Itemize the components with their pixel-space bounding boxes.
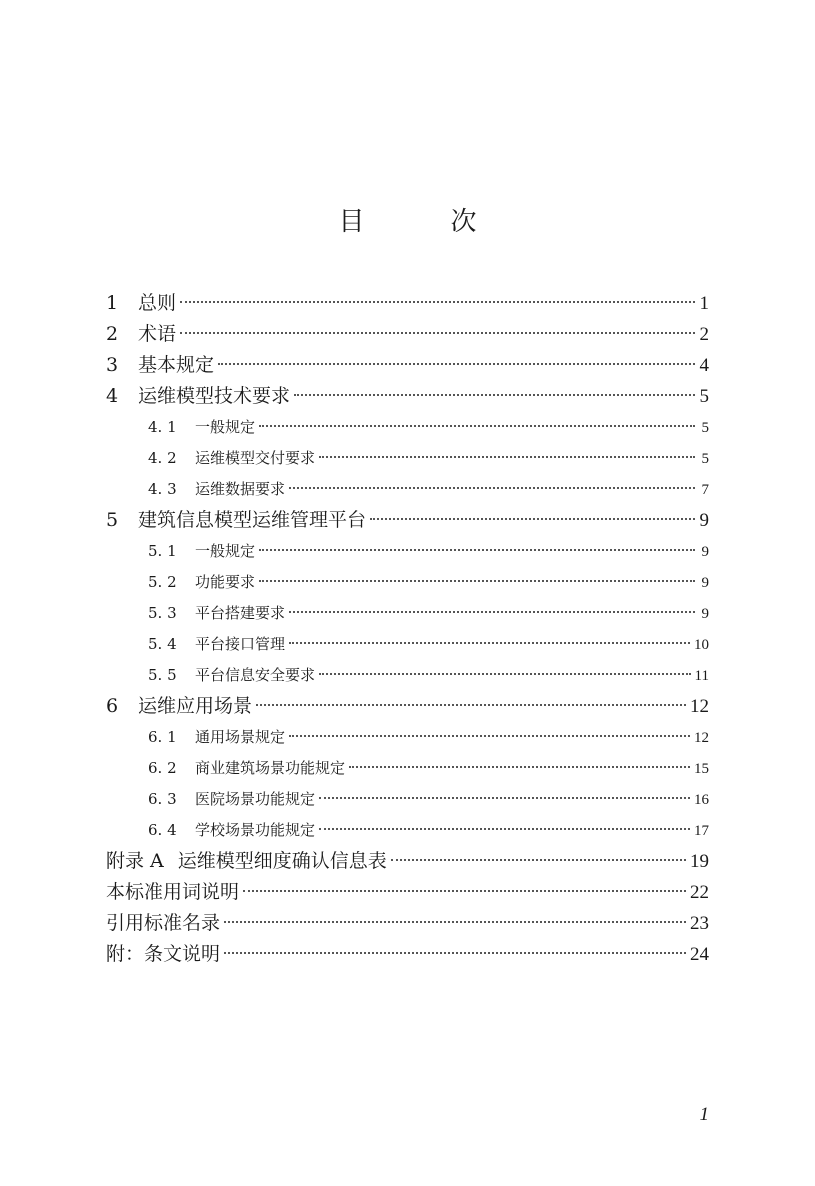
toc-entry-page: 19 — [690, 851, 709, 872]
leader-dots — [243, 890, 686, 892]
toc-entry-page: 5 — [701, 420, 709, 436]
leader-dots — [391, 859, 686, 861]
toc-entry-6-1[interactable] — [106, 722, 709, 753]
toc-entry-page: 12 — [694, 730, 709, 746]
toc-entry-3[interactable] — [106, 350, 709, 381]
toc-entry-label: 功能要求 — [195, 573, 256, 591]
toc-entry-page: 17 — [694, 823, 709, 839]
toc-entry-label: 运维数据要求 — [195, 480, 286, 498]
toc-entry-number: 6. 3 — [148, 790, 177, 808]
leader-dots — [294, 394, 695, 396]
toc-entry-6[interactable] — [106, 691, 709, 722]
toc-entry-wording-explanation[interactable] — [106, 877, 709, 908]
toc-entry-clause-notes[interactable] — [106, 939, 709, 970]
toc-entry-number: 4. 1 — [148, 418, 177, 436]
leader-dots — [259, 580, 695, 582]
leader-dots — [256, 704, 686, 706]
toc-entry-label: 引用标准名录 — [106, 912, 221, 934]
leader-dots — [224, 921, 686, 923]
leader-dots — [289, 642, 690, 644]
toc-entry-page: 11 — [694, 668, 709, 684]
toc-entry-1[interactable] — [106, 288, 709, 319]
toc-entry-number: 6 — [106, 695, 119, 717]
table-of-contents — [106, 288, 709, 970]
toc-entry-number: 3 — [106, 354, 119, 376]
toc-entry-label: 医院场景功能规定 — [195, 790, 316, 808]
leader-dots — [259, 549, 695, 551]
toc-entry-label: 商业建筑场景功能规定 — [195, 759, 346, 777]
leader-dots — [349, 766, 690, 768]
toc-entry-number: 5. 2 — [148, 573, 177, 591]
toc-entry-label: 通用场景规定 — [195, 728, 286, 746]
toc-entry-4-1[interactable] — [106, 412, 709, 443]
toc-entry-page: 4 — [699, 355, 709, 376]
toc-entry-6-2[interactable] — [106, 753, 709, 784]
toc-entry-number: 5. 5 — [148, 666, 177, 684]
toc-entry-label: 运维应用场景 — [138, 695, 253, 717]
toc-entry-page: 12 — [690, 696, 709, 717]
toc-entry-label: 一般规定 — [195, 418, 256, 436]
toc-entry-number: 1 — [106, 292, 119, 314]
toc-entry-5-1[interactable] — [106, 536, 709, 567]
leader-dots — [319, 828, 690, 830]
toc-entry-label: 术语 — [138, 323, 177, 345]
leader-dots — [289, 735, 690, 737]
toc-entry-6-3[interactable] — [106, 784, 709, 815]
toc-entry-number: 6. 4 — [148, 821, 177, 839]
toc-entry-label: 平台搭建要求 — [195, 604, 286, 622]
leader-dots — [218, 363, 695, 365]
toc-entry-5-2[interactable] — [106, 567, 709, 598]
toc-entry-page: 9 — [701, 606, 709, 622]
toc-entry-number: 4 — [106, 385, 119, 407]
toc-entry-label: 运维模型技术要求 — [138, 385, 291, 407]
toc-entry-2[interactable] — [106, 319, 709, 350]
toc-entry-5-3[interactable] — [106, 598, 709, 629]
toc-entry-page: 9 — [701, 544, 709, 560]
leader-dots — [180, 332, 695, 334]
toc-entry-page: 9 — [701, 575, 709, 591]
leader-dots — [319, 673, 691, 675]
toc-entry-number: 5. 4 — [148, 635, 177, 653]
toc-entry-label: 建筑信息模型运维管理平台 — [138, 509, 367, 531]
toc-entry-label: 基本规定 — [138, 354, 215, 376]
leader-dots — [224, 952, 686, 954]
toc-entry-number: 4. 3 — [148, 480, 177, 498]
toc-entry-page: 24 — [690, 944, 709, 965]
leader-dots — [319, 456, 695, 458]
page-number: 1 — [699, 1104, 709, 1125]
toc-entry-6-4[interactable] — [106, 815, 709, 846]
toc-entry-number: 附录 A — [106, 850, 164, 872]
toc-entry-4-2[interactable] — [106, 443, 709, 474]
toc-entry-page: 16 — [694, 792, 709, 808]
page-title: 目 次 — [338, 207, 507, 237]
toc-entry-label: 运维模型细度确认信息表 — [177, 850, 387, 872]
leader-dots — [289, 611, 695, 613]
toc-entry-4[interactable] — [106, 381, 709, 412]
toc-entry-number: 6. 1 — [148, 728, 177, 746]
toc-entry-label: 学校场景功能规定 — [195, 821, 316, 839]
leader-dots — [319, 797, 690, 799]
toc-entry-number: 5. 3 — [148, 604, 177, 622]
toc-entry-label: 总则 — [138, 292, 177, 314]
toc-entry-page: 22 — [690, 882, 709, 903]
toc-entry-page: 5 — [701, 451, 709, 467]
toc-entry-label: 本标准用词说明 — [106, 881, 240, 903]
toc-entry-number: 5. 1 — [148, 542, 177, 560]
leader-dots — [259, 425, 695, 427]
toc-entry-page: 7 — [701, 482, 709, 498]
toc-entry-appendix-a[interactable] — [106, 846, 709, 877]
toc-entry-number: 4. 2 — [148, 449, 177, 467]
toc-entry-label: 平台接口管理 — [195, 635, 286, 653]
toc-entry-number: 5 — [106, 509, 119, 531]
toc-entry-cited-standards[interactable] — [106, 908, 709, 939]
toc-entry-page: 5 — [699, 386, 709, 407]
toc-entry-5-4[interactable] — [106, 629, 709, 660]
leader-dots — [289, 487, 695, 489]
leader-dots — [370, 518, 695, 520]
toc-entry-label: 平台信息安全要求 — [195, 666, 316, 684]
toc-entry-label: 运维模型交付要求 — [195, 449, 316, 467]
toc-entry-5-5[interactable] — [106, 660, 709, 691]
leader-dots — [180, 301, 695, 303]
toc-entry-label: 一般规定 — [195, 542, 256, 560]
toc-entry-page: 15 — [694, 761, 709, 777]
toc-entry-number: 2 — [106, 323, 119, 345]
toc-entry-5[interactable] — [106, 505, 709, 536]
toc-entry-page: 1 — [699, 293, 709, 314]
toc-entry-page: 10 — [694, 637, 709, 653]
toc-entry-page: 9 — [699, 510, 709, 531]
toc-entry-4-3[interactable] — [106, 474, 709, 505]
toc-entry-number: 6. 2 — [148, 759, 177, 777]
toc-entry-label: 附：条文说明 — [106, 943, 221, 965]
toc-entry-page: 23 — [690, 913, 709, 934]
toc-entry-page: 2 — [699, 324, 709, 345]
